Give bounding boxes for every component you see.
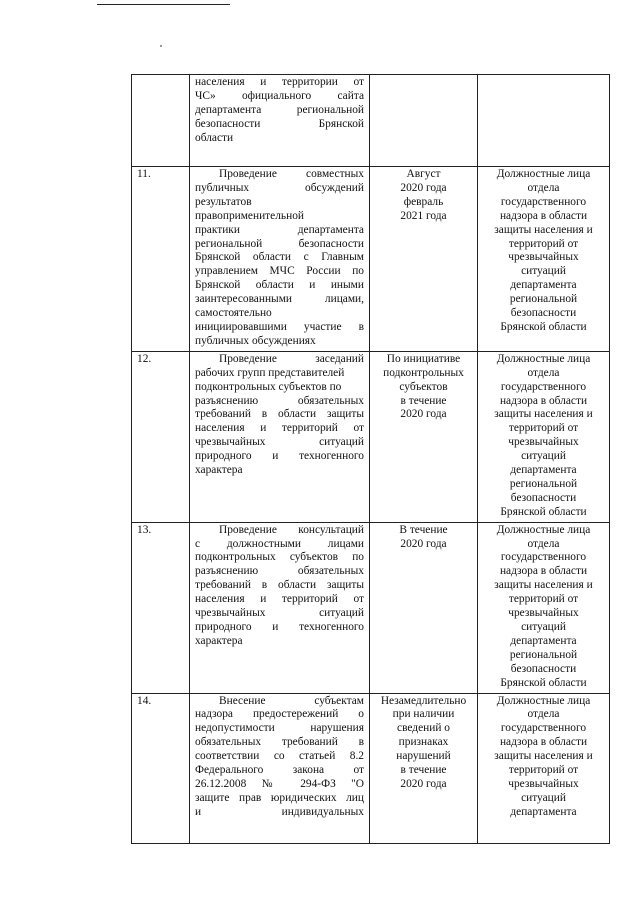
measure-description-line: региональной безопасности [195, 237, 364, 250]
measure-description-line: самостоятельно [195, 307, 272, 320]
measure-responsible-line: региональной [509, 293, 578, 306]
measure-description-line: правоприменительной [195, 209, 304, 222]
measure-description-line: разъяснению обязательных [195, 565, 364, 578]
measure-responsible-line: ситуаций [521, 450, 566, 463]
measure-description-line: Внесение субъектам [219, 694, 364, 707]
measure-description-line: рабочих групп представителей [195, 366, 345, 379]
measure-responsible-line: отдела [527, 181, 560, 194]
measure-description-line: характера [195, 634, 243, 647]
measure-description-line: Брянской области и иными [195, 279, 364, 292]
measure-description-line: защите прав юридических лиц [195, 791, 364, 804]
measure-term-line: в течение [400, 764, 447, 777]
measure-responsible [478, 693, 610, 843]
measure-responsible [478, 75, 610, 167]
measure-term-line: Незамедлительно [380, 694, 467, 707]
measure-description [190, 167, 370, 352]
measure-responsible-line: отдела [527, 537, 560, 550]
measure-responsible-line: Брянской области [500, 505, 587, 518]
measure-responsible-line: надзора в области [499, 736, 588, 749]
measure-description-line: практики департамента [195, 223, 364, 236]
row-number [132, 75, 190, 167]
measure-term-line: нарушений [396, 750, 451, 763]
table-row [132, 693, 610, 843]
measure-description-line: недопустимости нарушения [195, 722, 364, 735]
measure-term-line: субъектов [399, 380, 448, 393]
measure-term [370, 693, 478, 843]
table-row [132, 167, 610, 352]
measure-responsible-line: чрезвычайных [508, 607, 579, 620]
measure-description-line: Проведение совместных [219, 168, 364, 180]
measure-responsible-line: ситуаций [521, 791, 566, 804]
measure-description-line: требований в области защиты [195, 579, 364, 592]
measure-description [190, 693, 370, 843]
measures-table-body [132, 75, 610, 844]
measure-description-line: Федерального закона от [195, 764, 364, 777]
measure-term-line: Август [406, 168, 441, 180]
measure-responsible-line: Брянской области [500, 320, 587, 333]
header-rule [97, 4, 230, 5]
measure-description-line: подконтрольных субъектов по [195, 380, 342, 393]
measure-responsible-line: департамента [510, 464, 577, 477]
measure-term-line: По инициативе [386, 352, 461, 365]
measure-responsible-line: региональной [509, 477, 578, 490]
scan-speck [160, 45, 162, 47]
measure-description-line: ЧС» официального сайта [195, 89, 364, 102]
measure-term-line: февраль [403, 195, 444, 208]
measure-term-line: 2020 года [400, 181, 447, 194]
measure-responsible-line: Должностные лица [496, 352, 591, 365]
measure-description-line: населения и территорий от [195, 422, 364, 435]
measure-term-line: при наличии [392, 708, 455, 721]
table-row [132, 522, 610, 693]
measure-description-line: разъяснению обязательных [195, 394, 364, 407]
measure-responsible-line: ситуаций [521, 265, 566, 278]
row-number: 11. [132, 167, 190, 352]
measure-description-line: 26.12.2008 № 294-ФЗ "О [195, 777, 364, 790]
measure-description-line: природного и техногенного [195, 621, 364, 633]
measure-responsible-line: департамента [510, 805, 577, 818]
measure-description-line: подконтрольных субъектов по [195, 551, 364, 564]
measures-table [131, 74, 610, 844]
measure-description [190, 75, 370, 167]
measure-responsible-line: Брянской области [500, 676, 587, 689]
measure-responsible-line: государственного [500, 380, 587, 393]
measure-description-line: соответствии со статьей 8.2 [195, 750, 364, 763]
measure-responsible-line: защиты населения и [494, 408, 593, 421]
measure-description-line: и индивидуальных [195, 805, 364, 818]
measure-responsible-line: государственного [500, 551, 587, 564]
measure-responsible [478, 522, 610, 693]
measure-responsible-line: безопасности [510, 491, 577, 504]
measure-responsible-line: защиты населения и [494, 750, 593, 763]
measure-responsible-line: безопасности [510, 662, 577, 675]
measure-description-line: с должностными лицами [195, 537, 364, 550]
measure-description-line: чрезвычайных ситуаций [195, 607, 364, 620]
measure-responsible-line: территорий от [508, 422, 579, 435]
measure-responsible [478, 351, 610, 522]
measure-responsible-line: отдела [527, 366, 560, 379]
measure-description-line: чрезвычайных ситуаций [195, 436, 364, 449]
measure-term-line: в течение [400, 394, 447, 407]
row-number: 13. [132, 522, 190, 693]
measure-responsible-line: территорий от [508, 593, 579, 606]
measure-term-line: В течение [399, 523, 448, 536]
measure-description-line: природного и техногенного [195, 450, 364, 463]
measure-term-line: признаках [398, 736, 449, 749]
measure-responsible-line: государственного [500, 195, 587, 208]
measure-term [370, 75, 478, 167]
measure-responsible-line: департамента [510, 634, 577, 647]
measure-description-line: публичных обсуждений [195, 181, 364, 194]
measure-description-line: инициировавшими участие в [195, 320, 364, 333]
measure-description [190, 351, 370, 522]
measure-description-line: требований в области защиты [195, 408, 364, 421]
measure-responsible-line: чрезвычайных [508, 251, 579, 264]
measure-responsible-line: Должностные лица [496, 694, 591, 707]
measure-responsible-line: ситуаций [521, 621, 566, 633]
measure-description-line: Проведение консультаций [219, 523, 364, 536]
measure-responsible-line: отдела [527, 708, 560, 721]
measure-responsible-line: департамента [510, 279, 577, 292]
measure-term-line: 2020 года [400, 408, 447, 421]
measure-term-line: сведений о [397, 722, 450, 735]
measure-description-line: публичных обсуждениях [195, 334, 316, 347]
measure-description-line: населения и территорий от [195, 593, 364, 606]
measure-description-line: Брянской области с Главным [195, 251, 364, 264]
measure-responsible-line: чрезвычайных [508, 777, 579, 790]
measure-description-line: населения и территории от [195, 76, 364, 88]
measure-responsible-line: территорий от [508, 237, 579, 250]
measure-description-line: обязательных требований в [195, 736, 364, 749]
measure-term [370, 522, 478, 693]
row-number: 14. [132, 693, 190, 843]
measure-term-line: 2020 года [400, 537, 447, 550]
measure-responsible-line: защиты населения и [494, 579, 593, 592]
measure-responsible-line: Должностные лица [496, 168, 591, 180]
measure-term-line: 2021 года [400, 209, 447, 222]
measure-responsible-line: безопасности [510, 307, 577, 320]
measure-description-line: Проведение заседаний [219, 352, 364, 365]
measure-responsible-line: надзора в области [499, 394, 588, 407]
measure-description-line: области [195, 131, 234, 144]
measure-description-line: заинтересованными лицами, [195, 293, 364, 306]
measure-responsible [478, 167, 610, 352]
measure-responsible-line: территорий от [508, 764, 579, 777]
measure-description-line: характера [195, 464, 243, 477]
measure-responsible-line: чрезвычайных [508, 436, 579, 449]
measure-description-line: департамента региональной [195, 103, 364, 116]
table-row [132, 351, 610, 522]
measure-description-line: безопасности Брянской [195, 117, 364, 130]
measure-term-line: 2020 года [400, 777, 447, 790]
measure-responsible-line: защиты населения и [494, 223, 593, 236]
table-row [132, 75, 610, 167]
measure-responsible-line: региональной [509, 648, 578, 661]
measure-responsible-line: надзора в области [499, 209, 588, 222]
measure-responsible-line: Должностные лица [496, 523, 591, 536]
measure-description-line: результатов [195, 195, 252, 208]
measure-responsible-line: государственного [500, 722, 587, 735]
measure-description-line: надзора предостережений о [195, 708, 364, 721]
measure-term [370, 351, 478, 522]
measure-description [190, 522, 370, 693]
row-number: 12. [132, 351, 190, 522]
measure-term [370, 167, 478, 352]
measure-term-line: подконтрольных [383, 366, 464, 379]
measure-description-line: управлением МЧС России по [195, 265, 364, 278]
measure-responsible-line: надзора в области [499, 565, 588, 578]
